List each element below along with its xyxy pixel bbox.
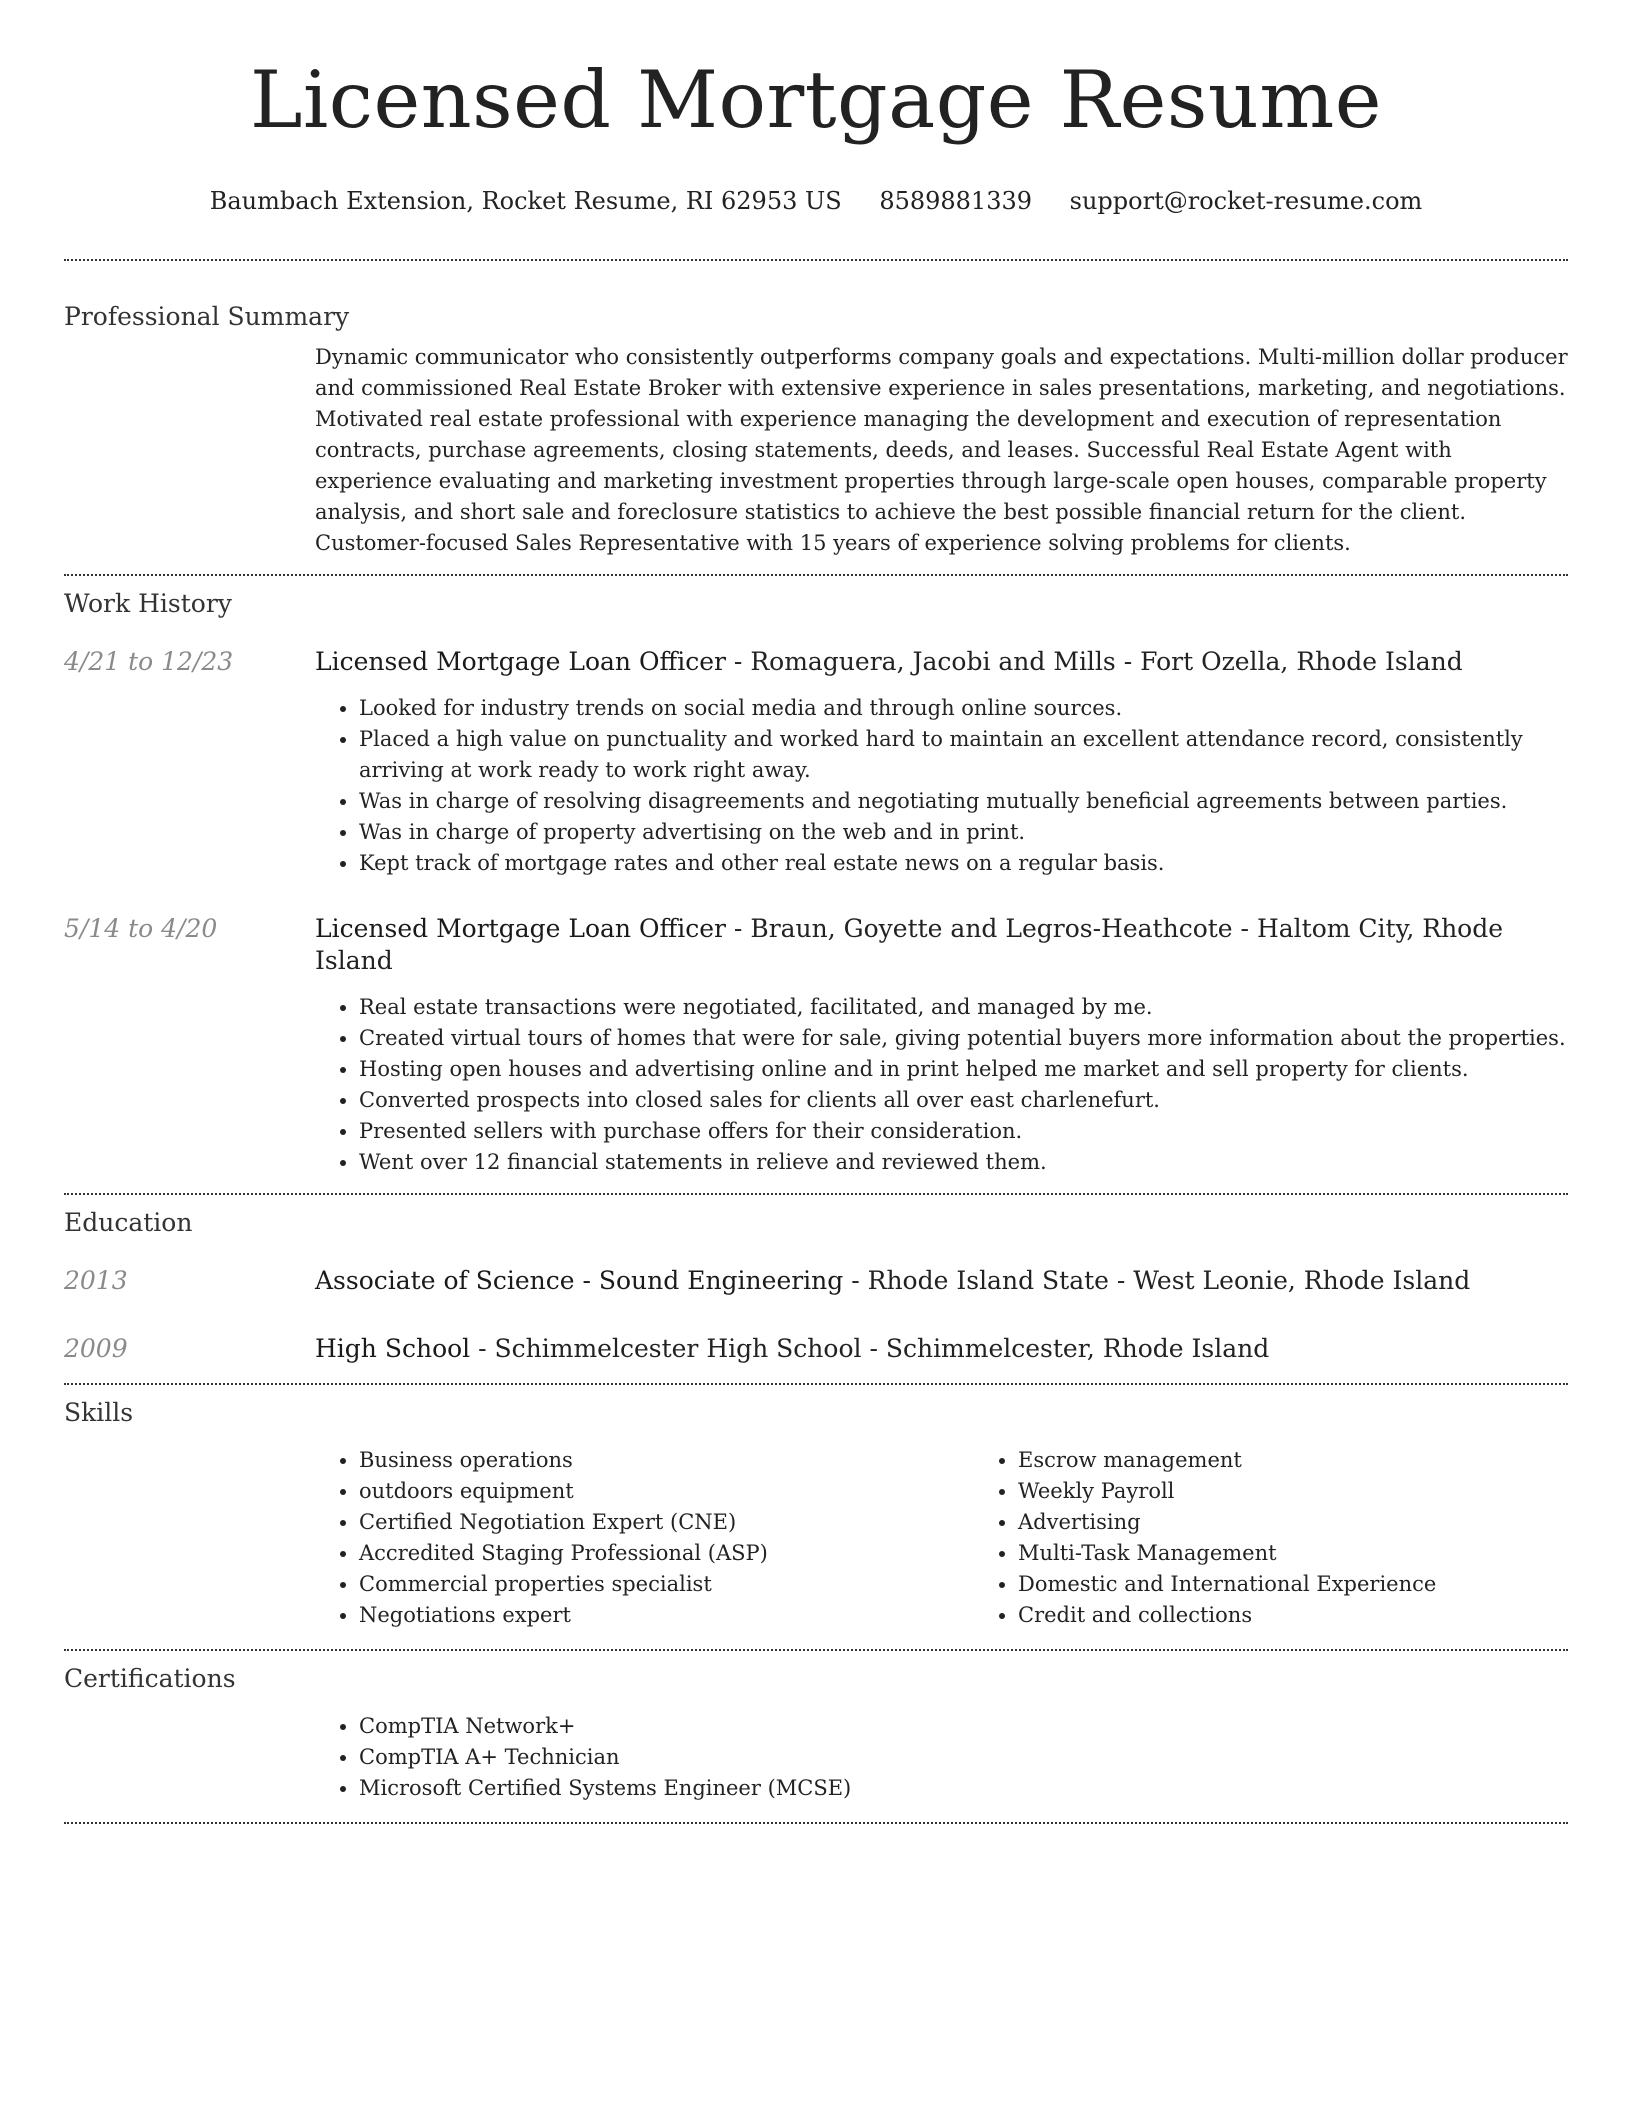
summary-row: [64, 342, 1568, 559]
work-heading: Work History: [64, 589, 232, 618]
list-item: • Multi-Task Management: [1018, 1538, 1632, 1569]
education-entry: [64, 1333, 1568, 1365]
skills-row: [64, 1445, 1568, 1631]
list-item: • Kept track of mortgage rates and other real estate news on a regular basis.: [359, 848, 1568, 879]
education-heading-line: [315, 1333, 1568, 1365]
list-item: • Real estate transactions were negotiated, facilitated, and managed by me.: [359, 992, 1568, 1023]
contact-phone: 8589881339: [879, 187, 1033, 215]
certifications-row: [64, 1711, 1568, 1804]
list-item: • Hosting open houses and advertising online and in print helped me market and sell property for clients.: [359, 1054, 1568, 1085]
list-item: • Negotiations expert: [359, 1600, 974, 1631]
certifications-body: [315, 1711, 1568, 1804]
list-item: • Created virtual tours of homes that were for sale, giving potential buyers more information about the properties.: [359, 1023, 1568, 1054]
education-body: [315, 1265, 1568, 1297]
education-year: 2009: [64, 1334, 128, 1363]
education-degree: Associate of Science - Sound Engineering: [315, 1266, 844, 1295]
list-item: • Placed a high value on punctuality and worked hard to maintain an excellent attendance record, consistently arriving at work ready to work right away.: [359, 724, 1568, 786]
education-year: 2013: [64, 1266, 128, 1295]
job-role: Licensed Mortgage Loan Officer: [315, 914, 726, 943]
certifications-heading: Certifications: [64, 1664, 236, 1693]
job-entry: [64, 913, 1568, 1178]
job-details: - Romaguera, Jacobi and Mills - Fort Ozella, Rhode Island: [725, 647, 1463, 676]
resume-title: Licensed Mortgage Resume: [250, 54, 1382, 146]
skills-grid: [315, 1445, 1632, 1631]
job-bullets: [315, 992, 1568, 1178]
divider: [64, 1383, 1568, 1385]
skills-spacer: [64, 1445, 315, 1631]
education-heading-line: [315, 1265, 1568, 1297]
job-body: [315, 646, 1568, 879]
job-dates: 5/14 to 4/20: [64, 914, 218, 943]
job-bullets: [315, 693, 1568, 879]
job-role: Licensed Mortgage Loan Officer: [315, 647, 726, 676]
list-item: • Certified Negotiation Expert (CNE): [359, 1507, 974, 1538]
list-item: • Went over 12 financial statements in relieve and reviewed them.: [359, 1147, 1568, 1178]
list-item: • Converted prospects into closed sales for clients all over east charlenefurt.: [359, 1085, 1568, 1116]
education-body: [315, 1333, 1568, 1365]
certifications-spacer: [64, 1711, 315, 1804]
education-details: - Rhode Island State - West Leonie, Rhode Island: [843, 1266, 1471, 1295]
work-section: [64, 588, 1568, 1178]
education-section: [64, 1207, 1568, 1365]
list-item: • Was in charge of resolving disagreements and negotiating mutually beneficial agreements between parties.: [359, 786, 1568, 817]
list-item: • CompTIA A+ Technician: [359, 1742, 1568, 1773]
list-item: • Presented sellers with purchase offers for their consideration.: [359, 1116, 1568, 1147]
job-heading: [315, 913, 1568, 977]
summary-heading: Professional Summary: [64, 302, 350, 331]
skills-section: [64, 1397, 1568, 1631]
job-entry: [64, 646, 1568, 879]
divider: [64, 1649, 1568, 1651]
divider: [64, 1822, 1568, 1824]
list-item: • Domestic and International Experience: [1018, 1569, 1632, 1600]
education-degree: High School: [315, 1334, 471, 1363]
contact-email: support@rocket-resume.com: [1069, 187, 1423, 215]
job-dates: 4/21 to 12/23: [64, 647, 234, 676]
job-body: [315, 913, 1568, 1178]
summary-text: Dynamic communicator who consistently outperforms company goals and expectations. Multi-million dollar producer and commissioned Real Estate Broker with extensive experience in sales presentations, marketing, and negotiations. Motivated real estate professional with experience managing the development and execution of representation contracts, purchase agreements, closing statements, deeds, and leases. Successful Real Estate Agent with experience evaluating and marketing investment properties through large-scale open houses, comparable property analysis, and short sale and foreclosure statistics to achieve the best possible financial return for the client. Customer-focused Sales Representative with 15 years of experience solving problems for clients.: [315, 345, 1568, 555]
education-details: - Schimmelcester High School - Schimmelcester, Rhode Island: [470, 1334, 1270, 1363]
education-heading: Education: [64, 1208, 193, 1237]
job-details: - Braun, Goyette and Legros-Heathcote - Haltom City, Rhode Island: [315, 914, 1504, 975]
contact-line: [64, 186, 1568, 216]
list-item: • Microsoft Certified Systems Engineer (MCSE): [359, 1773, 1568, 1804]
skills-heading: Skills: [64, 1398, 134, 1427]
list-item: • Commercial properties specialist: [359, 1569, 974, 1600]
list-item: • Credit and collections: [1018, 1600, 1632, 1631]
skills-list-left: [315, 1445, 974, 1631]
list-item: • Looked for industry trends on social media and through online sources.: [359, 693, 1568, 724]
divider: [64, 259, 1568, 261]
summary-body: [315, 342, 1568, 559]
list-item: • Was in charge of property advertising on the web and in print.: [359, 817, 1568, 848]
divider: [64, 1193, 1568, 1195]
list-item: • Escrow management: [1018, 1445, 1632, 1476]
list-item: • Business operations: [359, 1445, 974, 1476]
certifications-section: [64, 1663, 1568, 1804]
divider: [64, 574, 1568, 576]
contact-address: Baumbach Extension, Rocket Resume, RI 62953 US: [209, 187, 842, 215]
list-item: • CompTIA Network+: [359, 1711, 1568, 1742]
skills-list-right: [974, 1445, 1632, 1631]
summary-spacer: [64, 342, 315, 559]
job-heading: [315, 646, 1568, 678]
list-item: • Accredited Staging Professional (ASP): [359, 1538, 974, 1569]
summary-section: [64, 301, 1568, 559]
education-entry: [64, 1265, 1568, 1297]
certifications-list: [315, 1711, 1568, 1804]
list-item: • outdoors equipment: [359, 1476, 974, 1507]
list-item: • Advertising: [1018, 1507, 1632, 1538]
list-item: • Weekly Payroll: [1018, 1476, 1632, 1507]
